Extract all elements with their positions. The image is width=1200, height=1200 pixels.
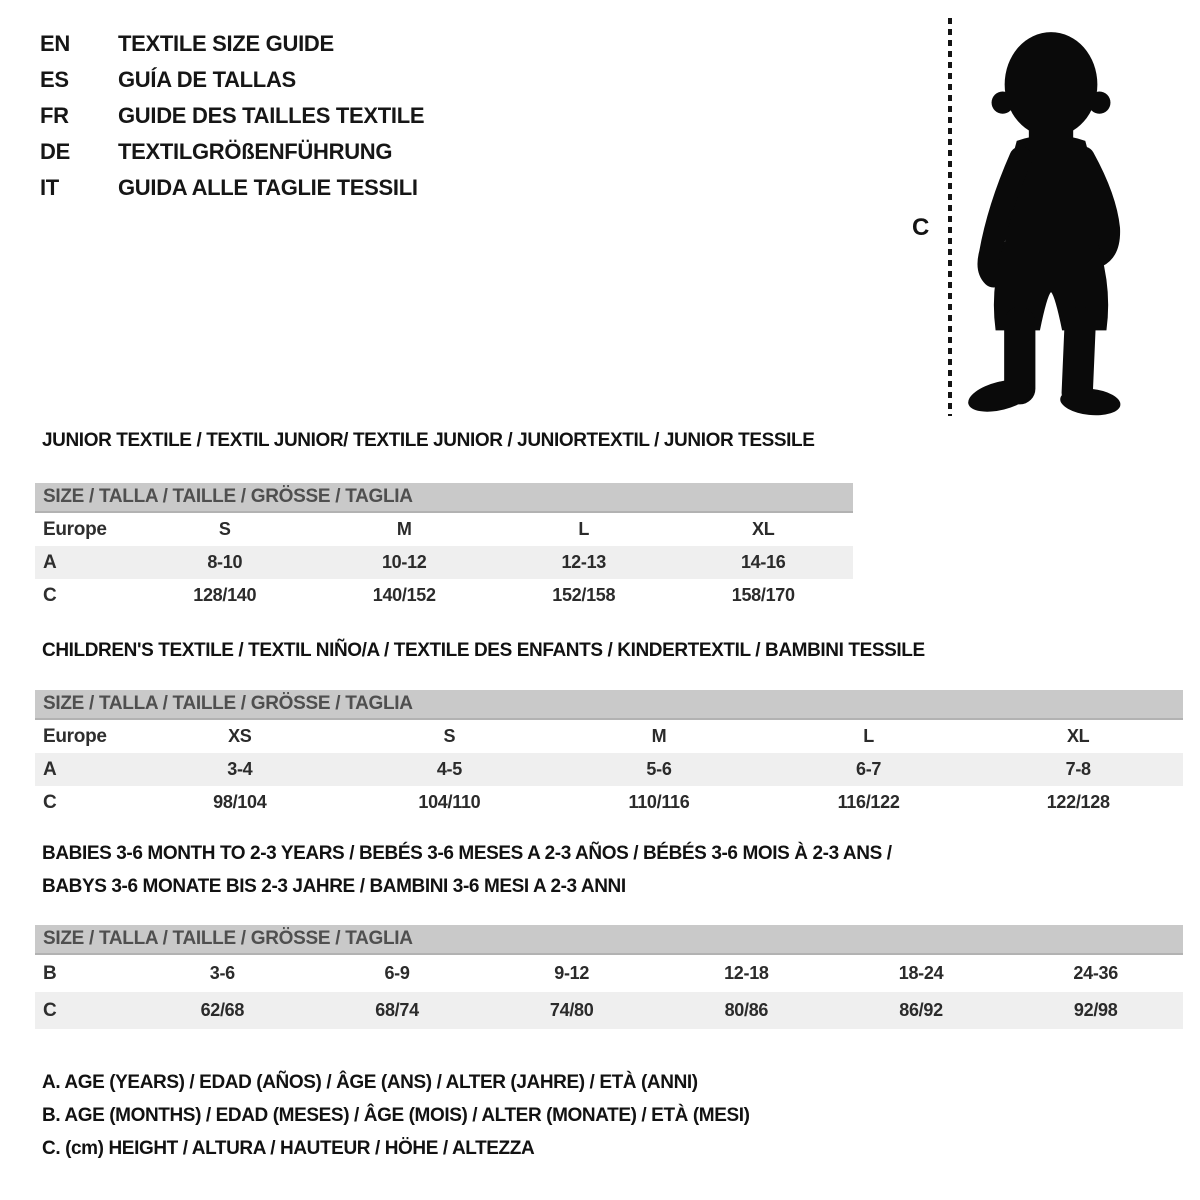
baby-silhouette-icon <box>958 22 1140 420</box>
row-label: Europe <box>43 518 107 540</box>
language-header <box>40 26 424 206</box>
height-dotted-line <box>948 18 952 416</box>
language-code: DE <box>40 139 70 164</box>
table-row-height <box>35 579 853 612</box>
row-label: B <box>43 962 57 984</box>
size-cell: 6-9 <box>384 963 410 983</box>
legend-line-c: C. (cm) HEIGHT / ALTURA / HAUTEUR / HÖHE / ALTEZZA <box>42 1138 535 1159</box>
legend <box>42 1066 750 1165</box>
table-row-europe <box>35 720 1183 753</box>
language-row-fr <box>40 98 424 134</box>
size-cell: M <box>651 726 667 746</box>
size-cell: M <box>396 519 412 539</box>
size-cell: 4-5 <box>436 759 462 779</box>
size-cell: 92/98 <box>1073 1000 1118 1020</box>
language-row-en <box>40 26 424 62</box>
language-label: TEXTILGRÖßENFÜHRUNG <box>118 139 393 164</box>
size-cell: S <box>218 519 231 539</box>
section-title-babies-line2: BABYS 3-6 MONATE BIS 2-3 JAHRE / BAMBINI 3-6 MESI A 2-3 ANNI <box>42 876 626 897</box>
row-label: Europe <box>43 725 107 747</box>
size-cell: 6-7 <box>856 759 882 779</box>
size-cell: 8-10 <box>207 552 243 572</box>
language-row-de <box>40 134 424 170</box>
size-cell: 12-18 <box>724 963 769 983</box>
size-cell: 86/92 <box>899 1000 943 1020</box>
section-title-children: CHILDREN'S TEXTILE / TEXTIL NIÑO/A / TEXTILE DES ENFANTS / KINDERTEXTIL / BAMBINI TESSILE <box>42 640 925 661</box>
size-header-bar: SIZE / TALLA / TAILLE / GRÖSSE / TAGLIA <box>35 483 853 513</box>
size-header-bar: SIZE / TALLA / TAILLE / GRÖSSE / TAGLIA <box>35 925 1183 955</box>
section-title-babies-line1: BABIES 3-6 MONTH TO 2-3 YEARS / BEBÉS 3-6 MESES A 2-3 AÑOS / BÉBÉS 3-6 MOIS À 2-3 ANS / <box>42 843 892 864</box>
size-cell: S <box>443 726 456 746</box>
language-label: TEXTILE SIZE GUIDE <box>118 31 334 56</box>
size-cell: 68/74 <box>375 1000 419 1020</box>
size-cell: 3-6 <box>209 963 235 983</box>
language-row-it <box>40 170 424 206</box>
size-cell: 10-12 <box>381 552 427 572</box>
row-label: A <box>43 551 57 573</box>
size-cell: 14-16 <box>740 552 786 572</box>
legend-line-a: A. AGE (YEARS) / EDAD (AÑOS) / ÂGE (ANS) / ALTER (JAHRE) / ETÀ (ANNI) <box>42 1072 698 1093</box>
size-cell: 9-12 <box>554 963 590 983</box>
size-cell: 7-8 <box>1065 759 1091 779</box>
babies-size-table <box>35 925 1183 1029</box>
language-label: GUÍA DE TALLAS <box>118 67 296 92</box>
language-code: ES <box>40 67 69 92</box>
size-header-bar: SIZE / TALLA / TAILLE / GRÖSSE / TAGLIA <box>35 690 1183 720</box>
children-size-table <box>35 690 1183 819</box>
size-cell: 128/140 <box>193 585 257 605</box>
size-cell: 12-13 <box>561 552 607 572</box>
size-cell: 140/152 <box>372 585 436 605</box>
language-code: FR <box>40 103 69 128</box>
size-cell: 18-24 <box>898 963 944 983</box>
language-code: EN <box>40 31 70 56</box>
size-cell: 3-4 <box>227 759 253 779</box>
table-row-months <box>35 955 1183 992</box>
table-row-height <box>35 992 1183 1029</box>
size-cell: 122/128 <box>1046 792 1110 812</box>
language-label: GUIDA ALLE TAGLIE TESSILI <box>118 175 418 200</box>
size-cell: 110/116 <box>628 792 690 812</box>
size-cell: XL <box>1066 726 1090 746</box>
table-row-height <box>35 786 1183 819</box>
table-row-europe <box>35 513 853 546</box>
table-row-age <box>35 546 853 579</box>
row-label: C <box>43 999 57 1021</box>
row-label: A <box>43 758 57 780</box>
size-cell: 62/68 <box>200 1000 245 1020</box>
legend-line-b: B. AGE (MONTHS) / EDAD (MESES) / ÂGE (MOIS) / ALTER (MONATE) / ETÀ (MESI) <box>42 1105 750 1126</box>
size-cell: XL <box>752 519 775 539</box>
size-cell: 74/80 <box>549 1000 594 1020</box>
section-title-junior: JUNIOR TEXTILE / TEXTIL JUNIOR/ TEXTILE JUNIOR / JUNIORTEXTIL / JUNIOR TESSILE <box>42 430 815 451</box>
size-cell: 116/122 <box>837 792 900 812</box>
size-cell: 98/104 <box>213 792 267 812</box>
language-label: GUIDE DES TAILLES TEXTILE <box>118 103 425 128</box>
size-cell: 158/170 <box>731 585 795 605</box>
table-row-age <box>35 753 1183 786</box>
size-cell: L <box>863 726 874 746</box>
size-cell: 80/86 <box>724 1000 769 1020</box>
size-cell: XS <box>228 726 252 746</box>
row-label: C <box>43 584 57 606</box>
language-row-es <box>40 62 424 98</box>
size-cell: 24-36 <box>1073 963 1118 983</box>
row-label: C <box>43 791 57 813</box>
height-label-c: C <box>912 214 930 241</box>
language-code: IT <box>40 175 59 200</box>
size-cell: 152/158 <box>552 585 616 605</box>
junior-size-table <box>35 483 853 612</box>
size-cell: L <box>578 519 590 539</box>
size-cell: 5-6 <box>646 759 672 779</box>
size-cell: 104/110 <box>418 792 481 812</box>
